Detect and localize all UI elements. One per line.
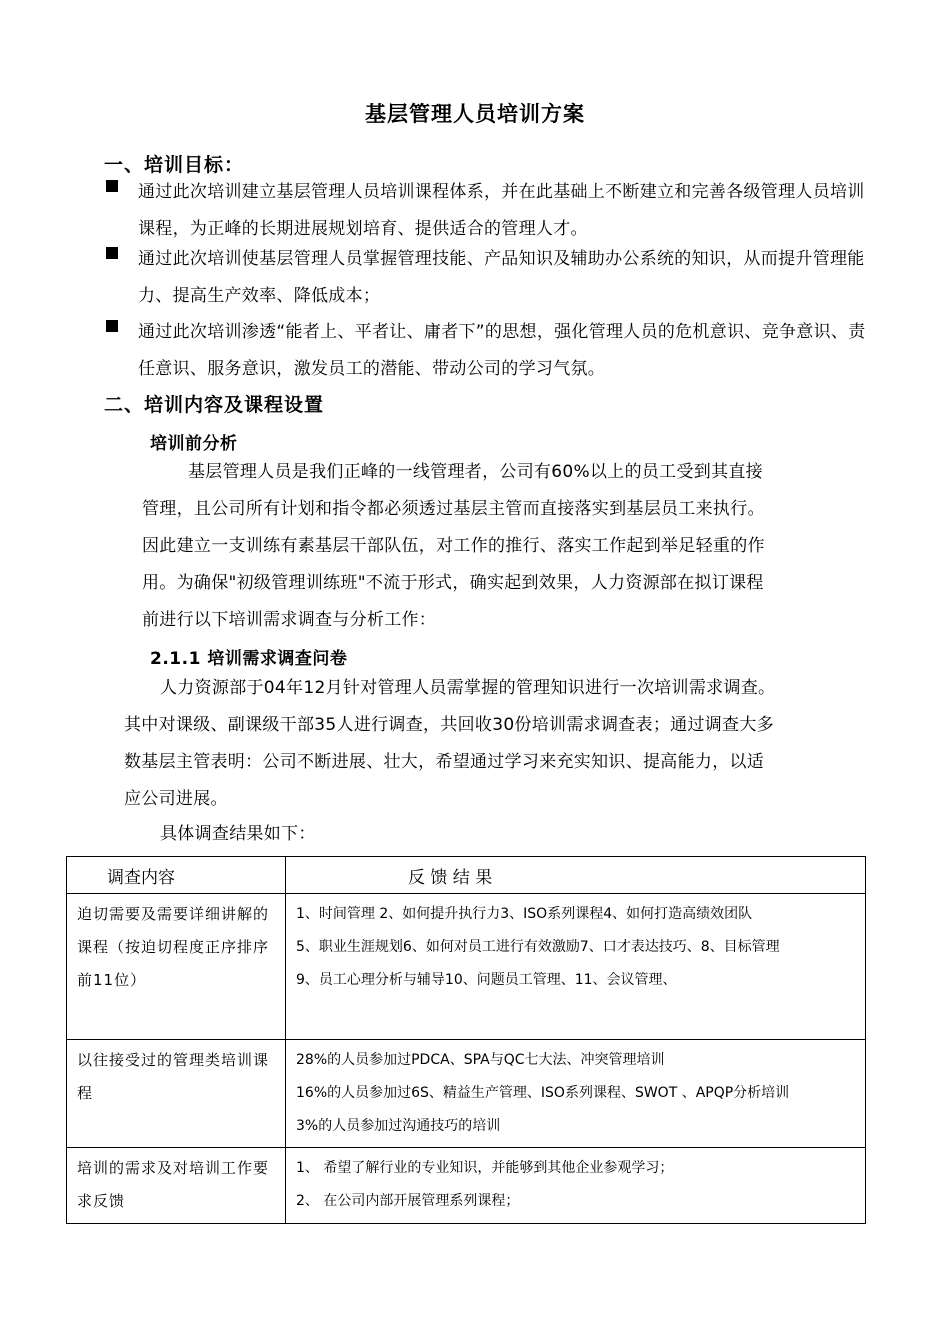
analysis-paragraph	[142, 454, 862, 639]
table-cell-result	[286, 1148, 866, 1224]
subheading-survey: 2.1.1 培训需求调查问卷	[150, 649, 348, 669]
square-bullet-icon	[106, 180, 118, 192]
table-header-cell: 调查内容	[67, 857, 286, 894]
survey-line: 应公司进展。	[124, 789, 228, 809]
analysis-line: 用。为确保"初级管理训练班"不流于形式，确实起到效果，人力资源部在拟订课程	[142, 573, 764, 593]
analysis-line: 基层管理人员是我们正峰的一线管理者，公司有60%以上的员工受到其直接	[188, 462, 763, 482]
table-cell-label: 迫切需要及需要详细讲解的课程（按迫切程度正序排序前11位）	[67, 894, 286, 1040]
table-row	[67, 894, 866, 1040]
goal-bullet-3	[106, 314, 866, 388]
square-bullet-icon	[106, 247, 118, 259]
table-cell-result	[286, 1040, 866, 1148]
survey-line: 其中对课级、副课级干部35人进行调查，共回收30份培训需求调查表；通过调查大多	[124, 715, 774, 735]
table-cell-label: 培训的需求及对培训工作要求反馈	[67, 1148, 286, 1224]
result-line: 2、 在公司内部开展管理系列课程；	[296, 1193, 520, 1209]
table-header-row	[67, 857, 866, 894]
analysis-line: 因此建立一支训练有素基层干部队伍，对工作的推行、落实工作起到举足轻重的作	[142, 536, 765, 556]
goal-bullet-text: 通过此次培训渗透“能者上、平者让、庸者下”的思想，强化管理人员的危机意识、竞争意识、责任意识、服务意识，激发员工的潜能、带动公司的学习气氛。	[138, 322, 866, 379]
table-row	[67, 1040, 866, 1148]
result-line: 1、 希望了解行业的专业知识，并能够到其他企业参观学习；	[296, 1160, 674, 1176]
result-line: 5、职业生涯规划6、如何对员工进行有效激励7、口才表达技巧、8、目标管理	[296, 939, 780, 955]
result-line: 28%的人员参加过PDCA、SPA与QC七大法、冲突管理培训	[296, 1052, 665, 1068]
document-title: 基层管理人员培训方案	[365, 101, 585, 126]
survey-line: 数基层主管表明：公司不断进展、壮大，希望通过学习来充实知识、提高能力，以适	[124, 752, 765, 772]
section-heading-goals: 一、培训目标：	[104, 154, 245, 176]
section-heading-content: 二、培训内容及课程设置	[104, 394, 325, 416]
square-bullet-icon	[106, 320, 118, 332]
result-line: 16%的人员参加过6S、精益生产管理、ISO系列课程、SWOT 、APQP分析培训	[296, 1085, 790, 1101]
survey-line: 人力资源部于04年12月针对管理人员需掌握的管理知识进行一次培训需求调查。	[160, 678, 776, 698]
survey-results-table	[66, 856, 866, 1224]
table-cell-label: 以往接受过的管理类培训课程	[67, 1040, 286, 1148]
goal-bullet-2	[106, 241, 866, 315]
goal-bullet-1	[106, 174, 866, 248]
table-cell-result	[286, 894, 866, 1040]
goal-bullet-text: 通过此次培训建立基层管理人员培训课程体系，并在此基础上不断建立和完善各级管理人员培训课程，为正峰的长期进展规划培育、提供适合的管理人才。	[138, 182, 865, 239]
results-intro: 具体调查结果如下：	[160, 824, 316, 844]
subheading-pre-analysis: 培训前分析	[150, 434, 238, 454]
survey-paragraph	[124, 670, 864, 818]
table-row	[67, 1148, 866, 1224]
goal-bullet-text: 通过此次培训使基层管理人员掌握管理技能、产品知识及辅助办公系统的知识，从而提升管理能力、提高生产效率、降低成本；	[138, 249, 865, 306]
table-header-cell: 反 馈 结 果	[286, 857, 866, 894]
result-line: 1、时间管理 2、如何提升执行力3、ISO系列课程4、如何打造高绩效团队	[296, 906, 753, 922]
analysis-line: 管理，且公司所有计划和指令都必须透过基层主管而直接落实到基层员工来执行。	[142, 499, 765, 519]
analysis-line: 前进行以下培训需求调查与分析工作：	[142, 610, 437, 630]
result-line: 9、员工心理分析与辅导10、问题员工管理、11、会议管理、	[296, 972, 677, 988]
result-line: 3%的人员参加过沟通技巧的培训	[296, 1118, 501, 1134]
